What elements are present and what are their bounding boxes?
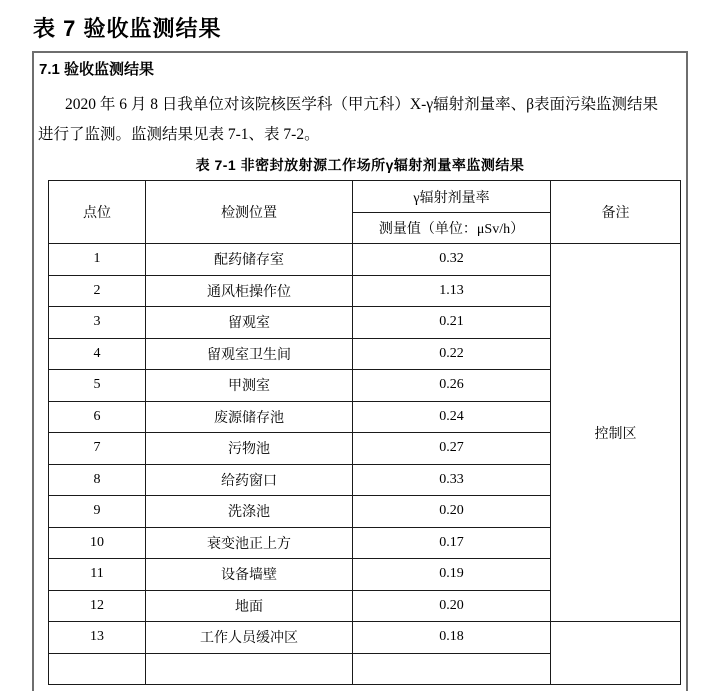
point-cell: 10 [49, 527, 146, 559]
location-cell: 地面 [146, 590, 353, 622]
value-cell: 0.22 [353, 338, 551, 370]
table-row [49, 622, 681, 654]
location-cell: 工作人员缓冲区 [146, 622, 353, 654]
location-cell: 污物池 [146, 433, 353, 465]
dose-table [48, 180, 681, 685]
value-cell: 0.26 [353, 370, 551, 402]
location-cell: 衰变池正上方 [146, 527, 353, 559]
value-cell: 0.20 [353, 590, 551, 622]
location-cell [146, 653, 353, 685]
location-cell: 设备墙壁 [146, 559, 353, 591]
location-cell: 给药窗口 [146, 464, 353, 496]
location-cell: 留观室卫生间 [146, 338, 353, 370]
col-header-point: 点位 [49, 181, 146, 244]
col-header-measure: 测量值（单位：μSv/h） [353, 213, 551, 244]
location-cell: 配药储存室 [146, 244, 353, 276]
point-cell: 3 [49, 307, 146, 339]
value-cell: 0.33 [353, 464, 551, 496]
point-cell: 9 [49, 496, 146, 528]
col-header-remark: 备注 [551, 181, 681, 244]
point-cell: 11 [49, 559, 146, 591]
body-paragraph [38, 90, 682, 150]
point-cell: 5 [49, 370, 146, 402]
location-cell: 废源储存池 [146, 401, 353, 433]
value-cell: 0.21 [353, 307, 551, 339]
location-cell: 洗涤池 [146, 496, 353, 528]
remark-cell: 控制区 [551, 244, 681, 622]
header-row [49, 181, 681, 213]
point-cell: 13 [49, 622, 146, 654]
value-cell: 0.32 [353, 244, 551, 276]
location-cell: 甲测室 [146, 370, 353, 402]
paragraph-line: 2020 年 6 月 8 日我单位对该院核医学科（甲亢科）X-γ辐射剂量率、β表面污染监测结果 [65, 96, 658, 113]
section-box [32, 51, 688, 691]
location-cell: 通风柜操作位 [146, 275, 353, 307]
section-title: 7.1 验收监测结果 [39, 61, 155, 78]
point-cell: 8 [49, 464, 146, 496]
point-cell: 7 [49, 433, 146, 465]
remark-cell [551, 622, 681, 685]
point-cell: 12 [49, 590, 146, 622]
value-cell: 0.27 [353, 433, 551, 465]
dose-table-header [49, 181, 681, 244]
col-header-location: 检测位置 [146, 181, 353, 244]
point-cell: 6 [49, 401, 146, 433]
value-cell [353, 653, 551, 685]
point-cell [49, 653, 146, 685]
page-title: 表 7 验收监测结果 [33, 16, 222, 41]
paragraph-line: 进行了监测。监测结果见表 7-1、表 7-2。 [38, 126, 320, 143]
value-cell: 0.18 [353, 622, 551, 654]
point-cell: 4 [49, 338, 146, 370]
col-header-dose-rate: γ辐射剂量率 [353, 181, 551, 213]
table-row [49, 244, 681, 276]
value-cell: 0.17 [353, 527, 551, 559]
value-cell: 0.24 [353, 401, 551, 433]
point-cell: 2 [49, 275, 146, 307]
value-cell: 1.13 [353, 275, 551, 307]
table-caption: 表 7-1 非密封放射源工作场所γ辐射剂量率监测结果 [195, 157, 525, 173]
dose-table-body [49, 244, 681, 685]
value-cell: 0.19 [353, 559, 551, 591]
value-cell: 0.20 [353, 496, 551, 528]
point-cell: 1 [49, 244, 146, 276]
location-cell: 留观室 [146, 307, 353, 339]
